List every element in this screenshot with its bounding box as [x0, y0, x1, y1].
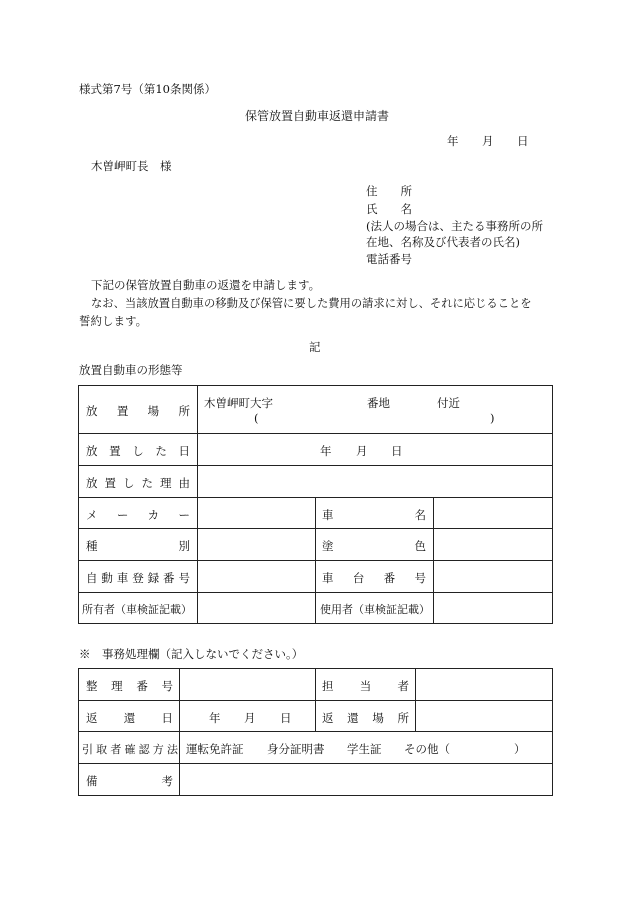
corp-note-line2: 在地、名称及び代表者の氏名)	[366, 235, 520, 249]
maker-label: メ ー カ ー	[86, 508, 190, 522]
date-month-label: 月	[482, 134, 494, 148]
location-banchi: 番地	[367, 396, 390, 410]
office-section-title: ※ 事務処理欄（記入しないでください。）	[79, 647, 304, 661]
name-label: 氏 名	[366, 202, 412, 216]
phone-label: 電話番号	[366, 252, 412, 266]
ki-heading: 記	[309, 340, 321, 354]
person-in-charge-label: 担 当 者	[322, 679, 409, 693]
abandon-date-year: 年	[320, 444, 332, 458]
location-fukin: 付近	[437, 396, 460, 410]
date-year-label: 年	[447, 134, 459, 148]
type-label: 種 別	[86, 539, 190, 553]
id-option-other: その他（	[404, 742, 450, 756]
recipient: 木曽岬町長 様	[91, 159, 172, 173]
return-date-month: 月	[244, 711, 256, 725]
vehicle-section-title: 放置自動車の形態等	[79, 363, 183, 377]
corp-note-line1: (法人の場合は、主たる事務所の所	[366, 219, 543, 233]
id-option-idcard: 身分証明書	[267, 742, 325, 756]
ref-number-label: 整 理 番 号	[86, 679, 173, 693]
reason-label: 放 置 し た 理 由	[86, 476, 190, 490]
location-paren-close: )	[490, 411, 495, 425]
abandon-date-day: 日	[391, 444, 403, 458]
location-paren-open: (	[254, 411, 259, 425]
abandon-date-month: 月	[356, 444, 368, 458]
registration-label: 自 動 車 登 録 番 号	[86, 571, 190, 585]
user-label: 使用者（車検証記載）	[320, 603, 430, 616]
form-number: 様式第7号（第10条関係）	[79, 82, 216, 96]
body-paragraph-1: 下記の保管放置自動車の返還を申請します。	[91, 278, 321, 292]
body-paragraph-2-line1: なお、当該放置自動車の移動及び保管に要した費用の請求に対し、それに応じることを	[91, 297, 532, 310]
car-name-label: 車 名	[322, 508, 426, 522]
id-method-label: 引 取 者 確 認 方 法	[82, 743, 178, 756]
location-label: 放 置 場 所	[86, 404, 190, 418]
remarks-label: 備 考	[86, 774, 173, 788]
location-town: 木曽岬町大字	[204, 396, 273, 410]
id-option-student: 学生証	[347, 742, 382, 756]
date-day-label: 日	[517, 134, 529, 148]
return-date-day: 日	[280, 711, 292, 725]
id-option-other-close: ）	[514, 742, 526, 756]
return-date-year: 年	[209, 711, 221, 725]
body-paragraph-2-line2: 誓約します。	[79, 314, 148, 328]
chassis-label: 車 台 番 号	[322, 571, 426, 585]
date-label: 放 置 し た 日	[86, 444, 190, 458]
owner-label: 所有者（車検証記載）	[82, 603, 192, 616]
id-option-license: 運転免許証	[186, 742, 244, 756]
return-place-label: 返 還 場 所	[322, 711, 409, 725]
paint-label: 塗 色	[322, 539, 426, 553]
document-title: 保管放置自動車返還申請書	[245, 109, 390, 123]
return-date-label: 返 還 日	[86, 711, 173, 725]
address-label: 住 所	[366, 184, 412, 198]
